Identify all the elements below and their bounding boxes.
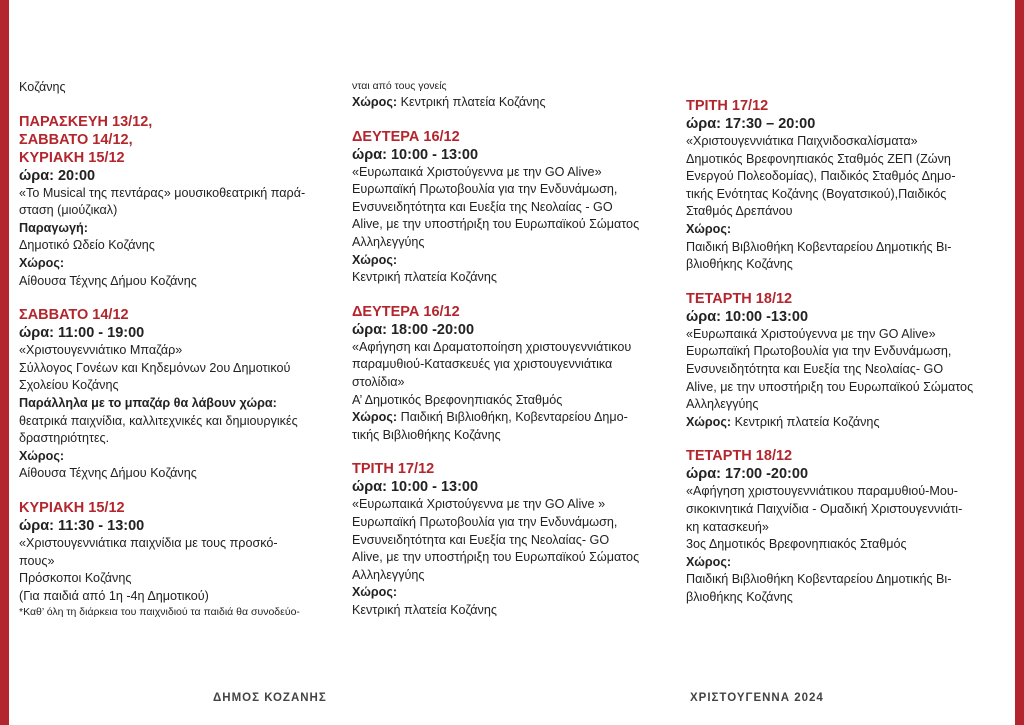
event-time: ώρα: 17:30 – 20:00 xyxy=(686,116,816,132)
event-text: Παιδική Βιβλιοθήκη Κοβενταρείου Δημοτικής Βι- xyxy=(686,239,952,254)
event-text: Σχολείου Κοζάνης xyxy=(19,378,119,393)
event-text: Ευρωπαϊκή Πρωτοβουλία για την Ενδυνάμωση, xyxy=(352,514,618,529)
event-text: «Αφήγηση και Δραματοποίηση χριστουγεννιάτικου xyxy=(352,339,632,354)
note-text: *Καθ’ όλη τη διάρκεια του παιχνιδιού τα παιδιά θα συνοδεύο- xyxy=(19,606,300,619)
event-text: Alive, με την υποστήριξη του Ευρωπαϊκού Σώματος xyxy=(686,379,974,394)
field-label: Χώρος: xyxy=(19,448,65,463)
event-text: Κεντρική πλατεία Κοζάνης xyxy=(352,602,497,617)
event-text: Πρόσκοποι Κοζάνης xyxy=(19,571,132,586)
event-text: «Χριστουγεννιάτικα παιχνίδια με τους προσκό- xyxy=(19,535,278,550)
event-text: Κοζάνης xyxy=(19,80,66,94)
event-text: Ενσυνειδητότητα και Ευεξία της Νεολαίας- GO xyxy=(352,532,610,547)
event-text: Κεντρική πλατεία Κοζάνης xyxy=(352,270,497,285)
field-label: Παραγωγή: xyxy=(19,220,88,235)
event-text: Alive, με την υποστήριξη του Ευρωπαϊκού Σώματος xyxy=(352,217,640,232)
event-text: σταση (μιούζικαλ) xyxy=(19,203,118,218)
field-label: Χώρος: xyxy=(686,554,732,569)
event-text: τικής Ενότητας Κοζάνης (Βογατσικού),Παιδικός xyxy=(686,186,947,201)
event-text: Ευρωπαϊκή Πρωτοβουλία για την Ενδυνάμωση, xyxy=(686,344,952,359)
event-time: ώρα: 11:30 - 13:00 xyxy=(19,517,145,534)
event-text: Δημοτικό Ωδείο Κοζάνης xyxy=(19,238,155,253)
event-date-heading: ΣΑΒΒΑΤΟ 14/12 xyxy=(19,307,129,324)
event-text: σικοκινητικά Παιχνίδια - Ομαδική Χριστουγεννιάτι- xyxy=(686,501,963,516)
event-text: παραμυθιού-Κατασκευές για χριστουγεννιάτικα xyxy=(352,357,613,372)
event-text: Αλληλεγγύης xyxy=(352,567,425,582)
event-text: Alive, με την υποστήριξη του Ευρωπαϊκού Σώματος xyxy=(352,550,640,565)
event-text: στολίδια» xyxy=(352,374,405,389)
event-date-heading: ΣΑΒΒΑΤΟ 14/12, xyxy=(19,131,133,148)
footer-event-title: ΧΡΙΣΤΟΥΓΕΝΝΑ 2024 xyxy=(690,692,824,704)
event-text: «Το Musical της πεντάρας» μουσικοθεατρική παρά- xyxy=(19,185,306,200)
event-time: ώρα: 10:00 -13:00 xyxy=(686,308,809,325)
field-label: Χώρος: xyxy=(19,255,65,270)
event-date-heading: ΔΕΥΤΕΡΑ 16/12 xyxy=(352,128,460,145)
event-text: Ενσυνειδητότητα και Ευεξία της Νεολαίας- GO xyxy=(686,361,944,376)
field-label: Παράλληλα με το μπαζάρ θα λάβουν χώρα: xyxy=(19,395,277,410)
event-date-heading: ΚΥΡΙΑΚΗ 15/12 xyxy=(19,149,125,166)
event-text: δραστηριότητες. xyxy=(19,431,110,446)
event-text: «Ευρωπαικά Χριστούγεννα με την GO Alive» xyxy=(686,326,936,341)
note-text: νται από τους γονείς xyxy=(352,80,447,92)
event-text: Παιδική Βιβλιοθήκη Κοβενταρείου Δημοτικής Βι- xyxy=(686,572,952,587)
event-text: «Ευρωπαικά Χριστούγεννα με την GO Alive » xyxy=(352,497,606,512)
event-text: πους» xyxy=(19,553,55,568)
field-label: Χώρος: xyxy=(352,585,398,600)
column-1 xyxy=(19,79,339,620)
right-accent-bar xyxy=(1015,0,1024,725)
event-date-heading: ΔΕΥΤΕΡΑ 16/12 xyxy=(352,303,460,320)
event-text: Ενεργού Πολεοδομίας), Παιδικός Σταθμός Δημο- xyxy=(686,169,956,184)
event-text: Χώρος: Κεντρική πλατεία Κοζάνης xyxy=(686,414,880,429)
event-text: Αλληλεγγύης xyxy=(686,397,759,412)
event-text: Αλληλεγγύης xyxy=(352,234,425,249)
event-text: βλιοθήκης Κοζάνης xyxy=(686,589,793,604)
event-time: ώρα: 20:00 xyxy=(19,167,96,184)
event-date-heading: ΠΑΡΑΣΚΕΥΗ 13/12, xyxy=(19,113,153,130)
field-label: Χώρος: xyxy=(686,221,732,236)
event-text: Α’ Δημοτικός Βρεφονηπιακός Σταθμός xyxy=(352,392,563,407)
event-text: «Αφήγηση χριστουγεννιάτικου παραμυθιού-Μου- xyxy=(686,484,958,499)
left-accent-bar xyxy=(0,0,9,725)
event-text: βλιοθήκης Κοζάνης xyxy=(686,257,793,272)
event-text: θεατρικά παιχνίδια, καλλιτεχνικές και δημιουργικές xyxy=(19,413,298,428)
event-text: Αίθουσα Τέχνης Δήμου Κοζάνης xyxy=(19,273,197,288)
event-text: Δημοτικός Βρεφονηπιακός Σταθμός ΖΕΠ (Ζώνη xyxy=(686,151,951,166)
event-text: Σύλλογος Γονέων και Κηδεμόνων 2ου Δημοτικού xyxy=(19,360,291,375)
event-time: ώρα: 17:00 -20:00 xyxy=(686,466,809,483)
footer-municipality: ΔΗΜΟΣ ΚΟΖΑΝΗΣ xyxy=(213,692,327,704)
event-text: Χώρος: Κεντρική πλατεία Κοζάνης xyxy=(352,95,546,109)
event-text: 3ος Δημοτικός Βρεφονηπιακός Σταθμός xyxy=(686,537,907,552)
event-date-heading: ΤΡΙΤΗ 17/12 xyxy=(686,98,769,114)
column-3 xyxy=(686,97,1006,606)
event-date-heading: ΤΡΙΤΗ 17/12 xyxy=(352,461,435,478)
event-date-heading: ΚΥΡΙΑΚΗ 15/12 xyxy=(19,499,125,516)
event-text: Αίθουσα Τέχνης Δήμου Κοζάνης xyxy=(19,466,197,481)
event-date-heading: ΤΕΤΑΡΤΗ 18/12 xyxy=(686,448,793,465)
event-text: (Για παιδιά από 1η -4η Δημοτικού) xyxy=(19,588,209,603)
event-time: ώρα: 10:00 - 13:00 xyxy=(352,146,479,163)
column-2 xyxy=(352,79,672,619)
event-text: κη κατασκευή» xyxy=(686,519,769,534)
field-label: Χώρος: xyxy=(352,252,398,267)
event-date-heading: ΤΕΤΑΡΤΗ 18/12 xyxy=(686,290,793,307)
event-text: Σταθμός Δρεπάνου xyxy=(686,204,793,219)
event-text: «Χριστουγεννιάτικο Μπαζάρ» xyxy=(19,343,183,358)
event-time: ώρα: 18:00 -20:00 xyxy=(352,321,475,338)
event-text: «Χριστουγεννιάτικα Παιχνιδοσκαλίσματα» xyxy=(686,134,918,148)
event-time: ώρα: 11:00 - 19:00 xyxy=(19,325,145,342)
event-text: Ευρωπαϊκή Πρωτοβουλία για την Ενδυνάμωση, xyxy=(352,182,618,197)
event-text: Χώρος: Παιδική Βιβλιοθήκη, Κοβενταρείου Δημο- xyxy=(352,410,628,425)
event-text: Ενσυνειδητότητα και Ευεξία της Νεολαίας - GO xyxy=(352,199,613,214)
event-text: «Ευρωπαικά Χριστούγεννα με την GO Alive» xyxy=(352,164,602,179)
event-time: ώρα: 10:00 - 13:00 xyxy=(352,479,479,496)
event-text: τικής Βιβλιοθήκης Κοζάνης xyxy=(352,427,501,442)
